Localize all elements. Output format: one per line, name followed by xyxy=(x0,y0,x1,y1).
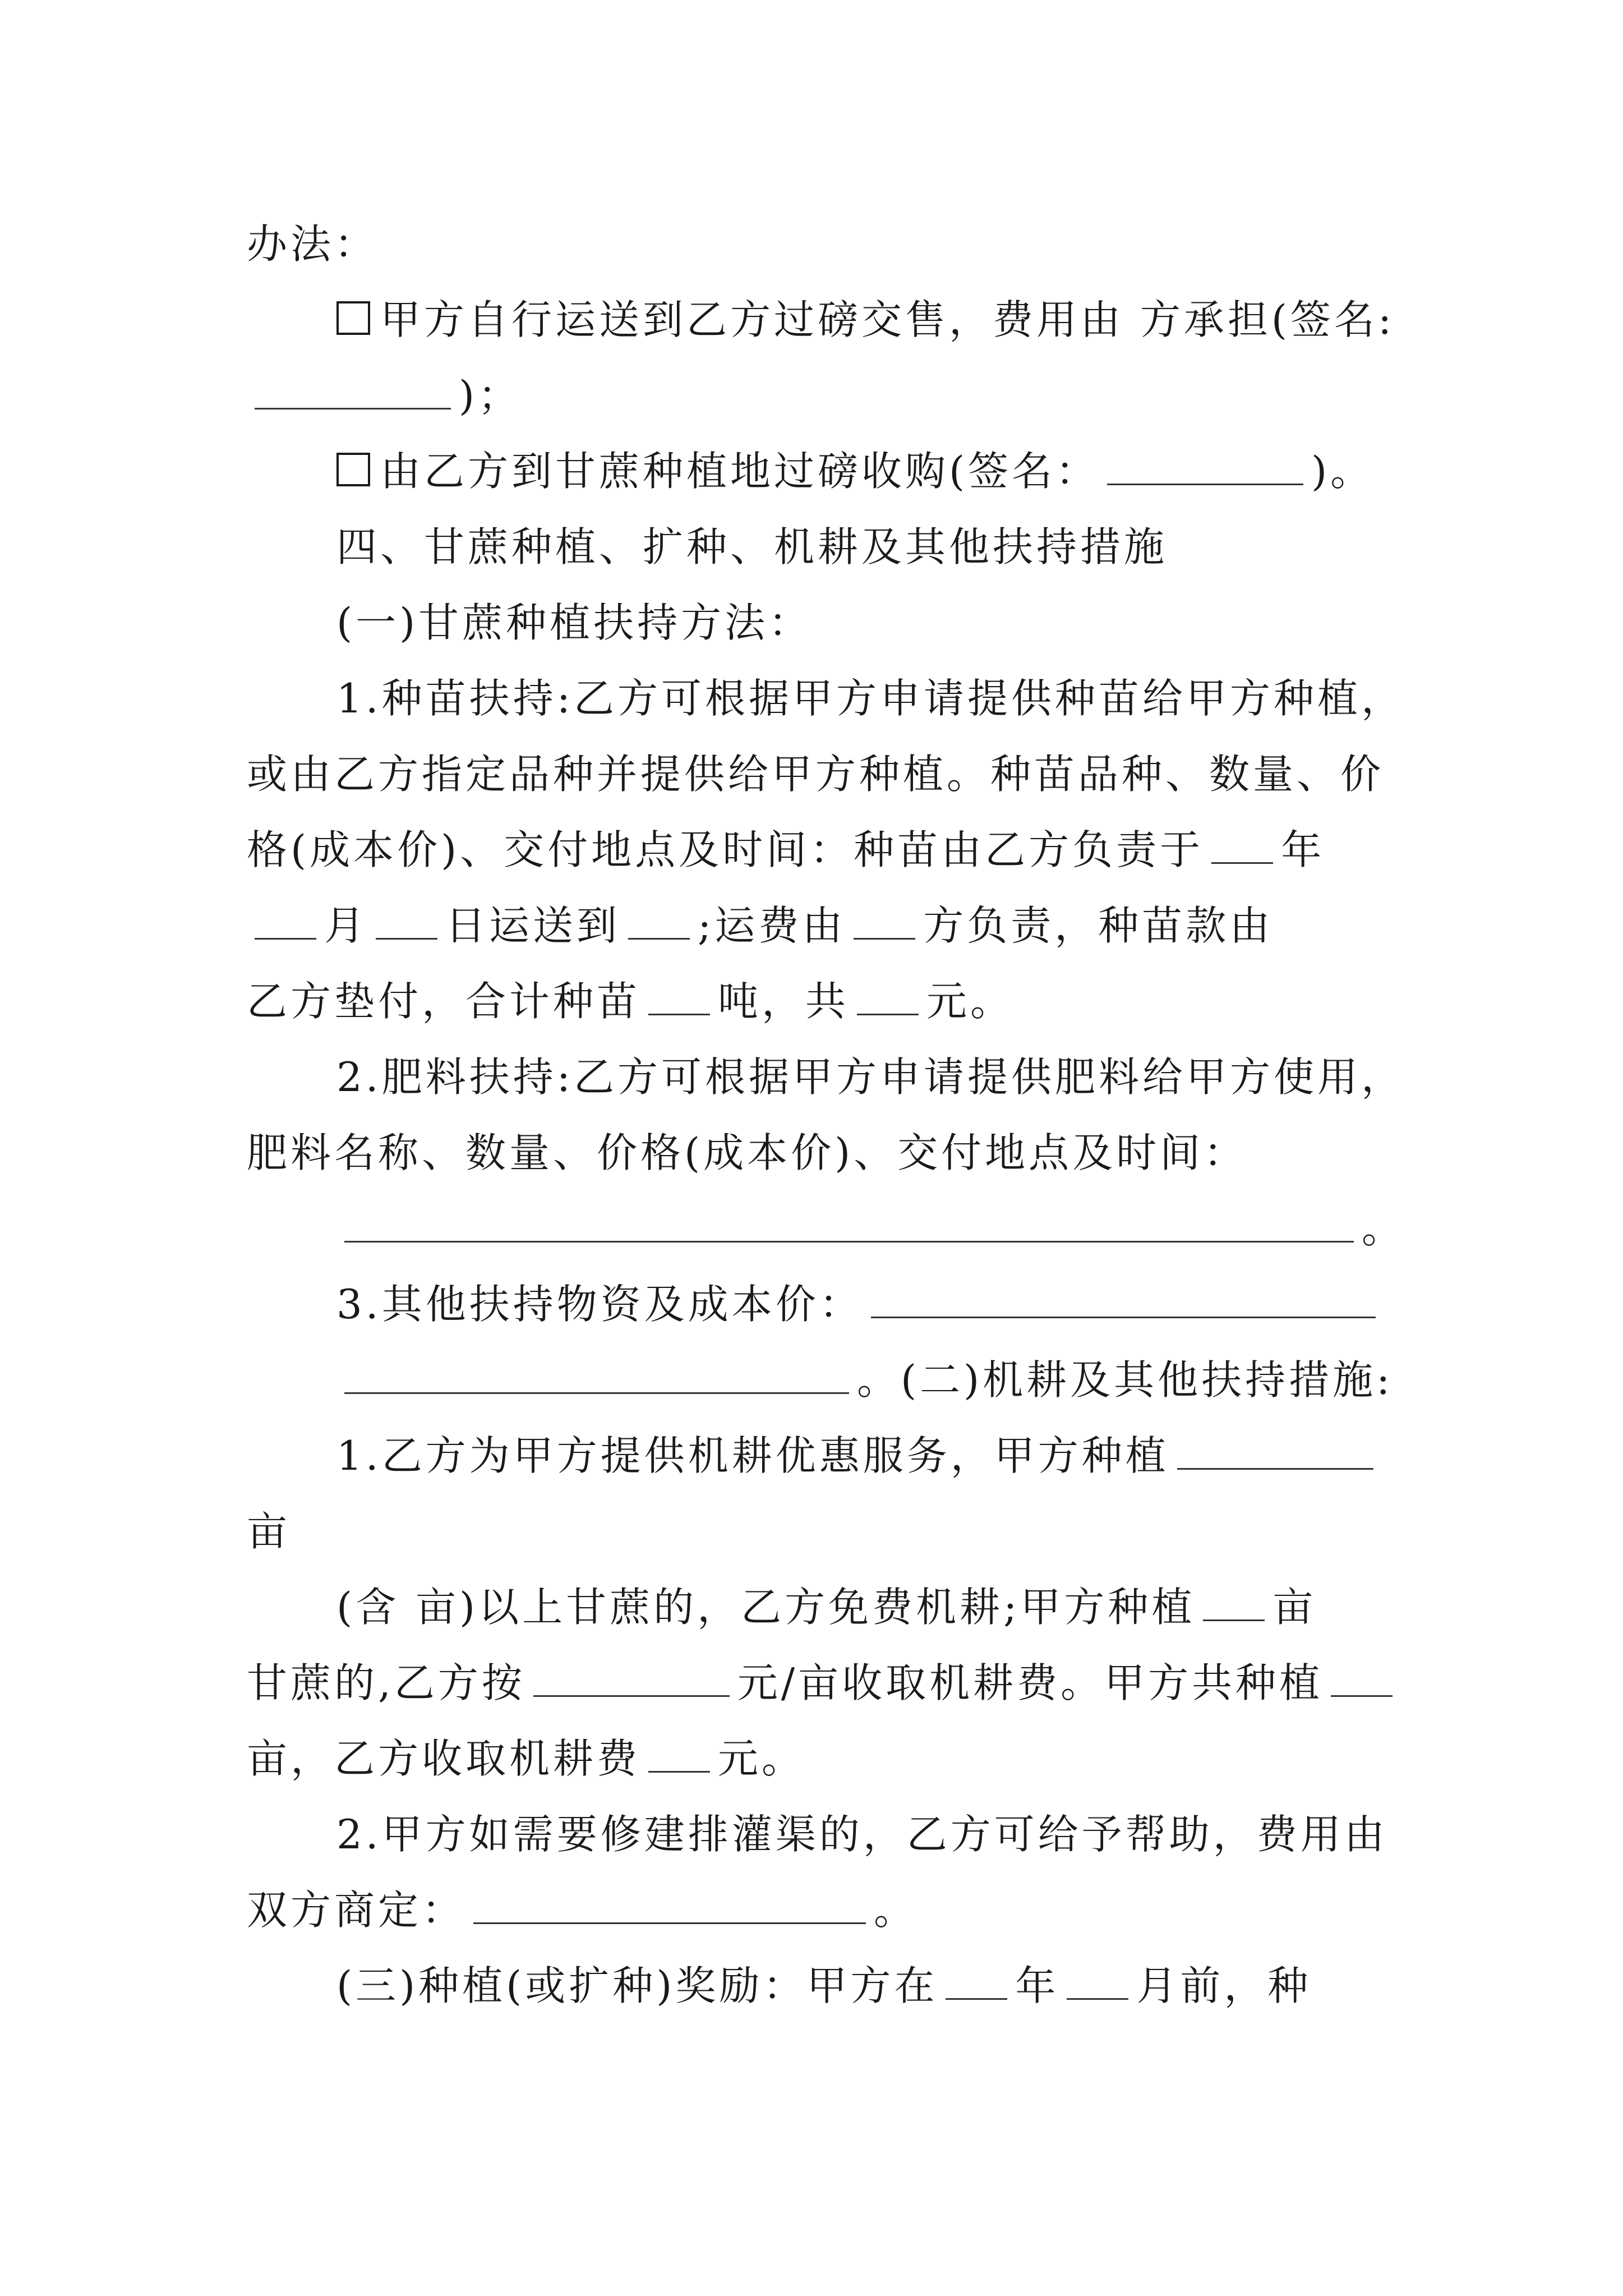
text-line xyxy=(247,746,1384,802)
line-text: ;运费由 xyxy=(698,902,846,949)
line-text: 亩 xyxy=(247,1508,291,1555)
line-text: 乙方垫付，合计种苗 xyxy=(247,978,641,1025)
line-text: 年 xyxy=(1281,826,1325,873)
line-text: (一)甘蔗种植扶持方法： xyxy=(336,599,813,646)
line-text: 元/亩收取机耕费。甲方共种植 xyxy=(737,1659,1324,1706)
line-text: 1.种苗扶持:乙方可根据甲方申请提供种苗给甲方种植， xyxy=(336,675,1405,722)
line-text: 元。 xyxy=(718,1735,806,1782)
signature-blank[interactable] xyxy=(1107,444,1303,485)
line-text: 年 xyxy=(1015,1962,1059,2009)
line-text: 或由乙方指定品种并提供给甲方种植。种苗品种、数量、价 xyxy=(247,751,1385,798)
text-line xyxy=(247,367,522,424)
line-text: )； xyxy=(459,372,522,419)
fill-blank[interactable] xyxy=(648,974,710,1015)
line-text: 肥料名称、数量、价格(成本价)、交付地点及时间： xyxy=(247,1129,1248,1176)
fill-blank[interactable] xyxy=(1177,1429,1373,1470)
fill-blank[interactable] xyxy=(1067,1959,1128,2000)
text-line xyxy=(336,1806,1388,1862)
line-text: 元。 xyxy=(926,978,1015,1025)
text-line xyxy=(247,1882,917,1938)
text-line xyxy=(247,1503,291,1559)
subsection-heading xyxy=(336,595,812,651)
checkbox[interactable] xyxy=(336,301,370,335)
line-text: 。 xyxy=(1362,1205,1406,1252)
line-text: 2.肥料扶持:乙方可根据甲方申请提供肥料给甲方使用， xyxy=(336,1053,1405,1101)
line-text: (含 亩)以上甘蔗的，乙方免费机耕;甲方种植 xyxy=(336,1584,1196,1631)
fill-blank[interactable] xyxy=(857,974,919,1015)
line-text: 甘蔗的,乙方按 xyxy=(247,1659,525,1706)
fill-blank[interactable] xyxy=(533,1656,730,1697)
text-line xyxy=(336,1200,1405,1257)
text-line xyxy=(336,1579,1316,1635)
line-text: 3.其他扶持物资及成本价： xyxy=(336,1281,863,1328)
text-line xyxy=(247,216,378,272)
text-line xyxy=(247,1125,1247,1181)
line-text: 四、甘蔗种植、扩种、机耕及其他扶持措施 xyxy=(336,523,1168,570)
line-text: 1.乙方为甲方提供机耕优惠服务，甲方种植 xyxy=(336,1432,1169,1479)
fill-blank[interactable] xyxy=(946,1959,1007,2000)
line-text: 吨，共 xyxy=(718,978,850,1025)
fill-blank[interactable] xyxy=(1203,1580,1265,1621)
option-self-delivery xyxy=(336,292,1395,348)
text-line xyxy=(247,898,1273,954)
line-text: )。 xyxy=(1311,448,1375,495)
line-text: 双方商定： xyxy=(247,1887,466,1934)
line-text: 甲方自行运送到乙方过磅交售，费用由 方承担(签名: xyxy=(380,296,1395,343)
fill-blank[interactable] xyxy=(344,1353,849,1394)
fill-blank[interactable] xyxy=(1211,823,1273,864)
fill-blank[interactable] xyxy=(854,899,915,940)
line-text: 。 xyxy=(874,1887,918,1934)
line-text: (三)种植(或扩种)奖励：甲方在 xyxy=(336,1962,938,2009)
text-line xyxy=(247,822,1325,878)
line-text: 方负责，种苗款由 xyxy=(923,902,1274,949)
fill-blank[interactable] xyxy=(255,899,316,940)
line-text: 月 xyxy=(324,902,368,949)
fill-blank[interactable] xyxy=(473,1883,866,1924)
text-line xyxy=(247,1655,1400,1711)
line-text: 格(成本价)、交付地点及时间：种苗由乙方负责于 xyxy=(247,826,1204,873)
line-text: 。(二)机耕及其他扶持措施: xyxy=(857,1356,1394,1404)
fill-blank[interactable] xyxy=(1331,1656,1393,1697)
text-line xyxy=(336,670,1405,726)
text-line xyxy=(247,1731,805,1787)
line-text: 2.甲方如需要修建排灌渠的，乙方可给予帮助，费用由 xyxy=(336,1811,1388,1858)
section-heading xyxy=(336,519,1168,575)
checkbox[interactable] xyxy=(336,453,370,486)
signature-blank[interactable] xyxy=(255,369,451,409)
text-line xyxy=(336,1276,1384,1332)
line-text: 日运送到 xyxy=(445,902,621,949)
text-line xyxy=(336,1049,1405,1105)
fill-blank[interactable] xyxy=(628,899,690,940)
line-text: 月前，种 xyxy=(1136,1962,1312,2009)
fill-blank[interactable] xyxy=(344,1202,1354,1243)
line-text: 亩 xyxy=(1272,1584,1317,1631)
fill-blank[interactable] xyxy=(376,899,437,940)
line-text: 由乙方到甘蔗种植地过磅收购(签名： xyxy=(380,448,1100,495)
text-line xyxy=(336,1352,1393,1408)
line-text: 亩，乙方收取机耕费 xyxy=(247,1735,641,1782)
text-line xyxy=(247,973,1014,1029)
fill-blank[interactable] xyxy=(871,1277,1376,1318)
option-field-purchase xyxy=(336,443,1374,499)
line-text: 办法： xyxy=(247,220,379,268)
fill-blank[interactable] xyxy=(648,1732,710,1773)
text-line xyxy=(336,1958,1311,2014)
text-line xyxy=(336,1428,1381,1484)
